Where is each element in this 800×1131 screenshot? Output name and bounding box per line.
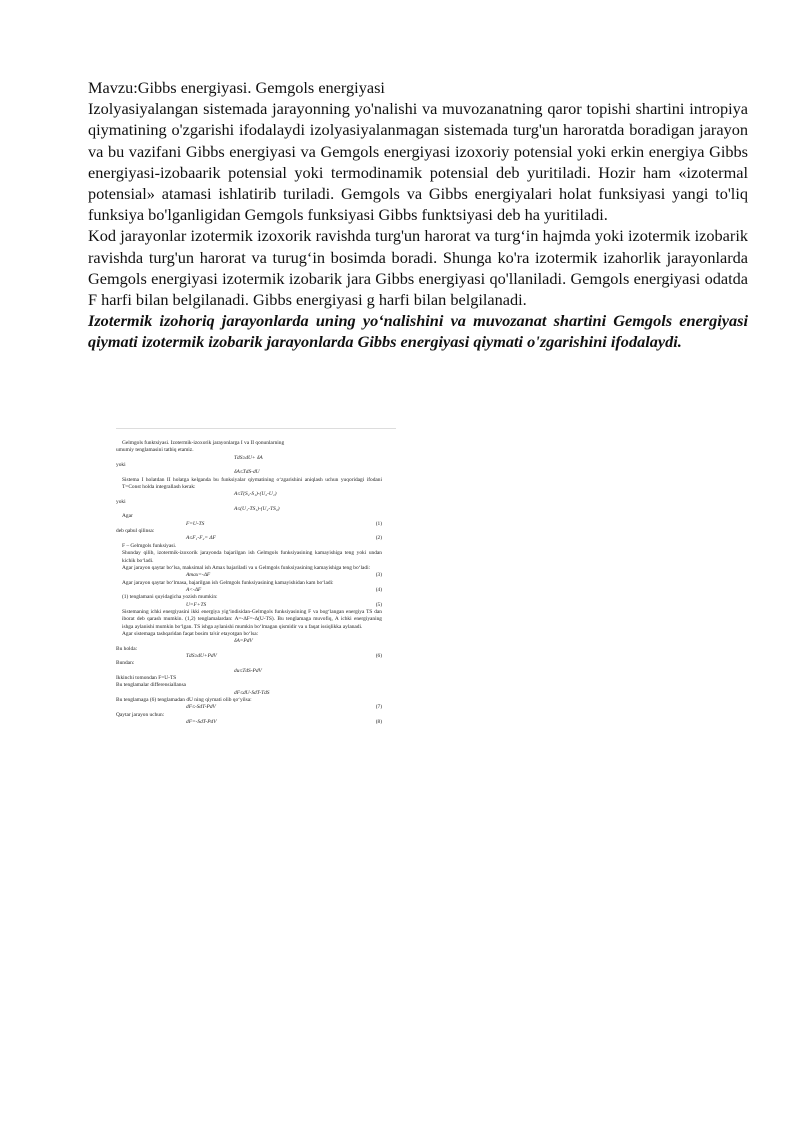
scan-formula: TdS≥dU+PdV [186, 652, 217, 659]
document-body [88, 77, 748, 353]
scan-line: Sistemaning ichki energiyasini ikki energiya yig‘indisidan-Gelmgols funksiyasining F va bog‘langan energiya TS dan iborat deb qarash mumkin. (1,2) tenglamalardan: A=-ΔF=-Δ(U-TS). Bu tenglamaga muvofiq, A ichki energiyaning ishga aylanishi mumkin bo‘lgan. TS ishga aylanishi mumkin bo‘lmagan qismidir va u faqat issiqlikka aylanadi. [122, 608, 382, 630]
scan-line: Agar jarayon qaytar bo‘lmasa, bajarilgan ish Gelmgols funksiyasining kamayishidan kam bo‘ladi: [122, 579, 334, 586]
paragraph-2: Kod jarayonlar izotermik izoxorik ravishda turg'un harorat va turg‘in hajmda yoki izotermik izobarik ravishda turg'un harorat va turug‘in bosimda boradi. Shunga ko'ra izotermik izahorlik jarayonlarda Gemgols energiyasi izotermik izobarik jara Gibbs energiyasi qo'llaniladi. Gemgols energiyasi odatda F harfi bilan belgilanadi. Gibbs energiyasi g harfi bilan belgilanadi. [88, 226, 748, 310]
equation-number: (5) [375, 601, 382, 608]
embedded-scanned-page [116, 440, 382, 726]
scan-line: Gelmgols funktsiyasi. Izotermik-izoxorik jarayonlarga I va II qonunlarning [122, 440, 285, 446]
emphasis-paragraph: Izotermik izohoriq jarayonlarda uning yo‘nalishini va muvozanat shartini Gemgols energiyasi qiymati izotermik izobarik jarayonlarda Gibbs energiyasi qiymati o'zgarishini ifodalaydi. [88, 311, 748, 352]
scan-line: Agar jarayon qaytar bo‘lsa, maksimal ish Amax bajariladi va u Gelmgols funksiyasining kamayishiga teng bo‘ladi: [122, 564, 371, 571]
scan-line: Bu tenglamaga (6) tenglamadan dU ning qiymati olib qo‘yilsa: [116, 697, 252, 704]
scan-formula: A≤F₁-F₂= ΔF [186, 535, 216, 542]
scan-line: Ikkinchi tomondan F=U-TS [116, 675, 177, 681]
scan-formula: Amax=-ΔF [186, 572, 211, 579]
scan-equation [116, 719, 382, 726]
scan-formula: dF≤dU-SdT-TdS [234, 689, 270, 696]
scan-line: deb qabul qilinsa: [116, 528, 155, 535]
scan-line: Qaytar jarayon uchun: [116, 711, 165, 718]
scan-line: Agar sistemaga tashqaridan faqat bosim ta'sir etayotgan bo‘lsa: [122, 630, 259, 637]
equation-number: (6) [375, 652, 382, 659]
scan-equation [116, 653, 382, 660]
paragraph-1: Izolyasiyalangan sistemada jarayonning yo'nalishi va muvozanatning qaror topishi shartini intropiya qiymatining o'zgarishi ifodalaydi izolyasiyalanmagan sistemada turg'un haroratda boradigan jarayon va bu vazifani Gibbs energiyasi va Gemgols energiyasi izoxoriy potensial yoki erkin energiya Gibbs energiyasi-izobaarik potensial yoki termodinamik potensial deb yuritiladi. Hozir ham «izotermal potensial» atamasi ishlatirib turiladi. Gemgols va Gibbs energiyalari holat funksiyasi yangi to'liq funksiya bo'lganligidan Gemgols funksiyasi Gibbs funktsiyasi deb ha yuritiladi. [88, 99, 748, 225]
scan-line: Sistema I holatdan II holatga kelganda bu funksiyalar qiymatining o‘zgarishini aniqlash uchun yuqoridagi ifodani T=Const holda integrallash kerak: [122, 476, 382, 491]
equation-number: (4) [375, 586, 382, 593]
scan-formula: δA=PdV [234, 638, 253, 645]
scan-equation [116, 587, 382, 594]
scan-formula: δA≤TdS-dU [234, 469, 260, 476]
scan-line: (1) tenglamani quyidagicha yozish mumkin: [122, 594, 218, 601]
scan-equation [116, 602, 382, 609]
scan-equation [116, 521, 382, 528]
equation-number: (2) [375, 535, 382, 542]
scan-formula: F=U-TS [186, 520, 205, 527]
scan-top-rule [116, 428, 396, 429]
scan-line: yoki [116, 462, 126, 469]
scan-formula: A≤T(S₂-S₁)-(U₂-U₁) [234, 491, 277, 498]
scan-line: Bu tenglamalar differensiallansa [116, 682, 186, 689]
scan-formula: du≤TdS-PdV [234, 667, 262, 674]
scan-line: Bu holda: [116, 645, 138, 652]
scan-formula: dF≤-SdT-PdV [186, 704, 216, 711]
equation-number: (7) [375, 704, 382, 711]
scan-formula: U=F+TS [186, 601, 207, 608]
equation-number: (8) [375, 719, 382, 726]
scan-line: Shunday qilib, izotermik-izoxorik jarayonda bajarilgan ish Gelmgols funksiyasining kamayishiga teng yoki undan kichik bo‘ladi. [122, 550, 382, 564]
scan-equation [116, 572, 382, 579]
document-title-line: Mavzu:Gibbs energiyasi. Gemgols energiyasi [88, 78, 385, 97]
scan-equation [116, 535, 382, 542]
scan-formula: A<-ΔF [186, 586, 202, 593]
scan-line: Bundan: [116, 660, 135, 667]
scan-formula: dF=-SdT-PdV [186, 719, 217, 726]
scan-line: umumiy tenglamasini tatbiq etamiz. [116, 447, 194, 454]
equation-number: (3) [375, 572, 382, 579]
scan-line: Agar [122, 513, 133, 520]
scan-equation [116, 704, 382, 711]
scan-line: yoki [116, 498, 126, 505]
scan-formula: TdS≥dU+ δA [234, 454, 263, 461]
equation-number: (1) [375, 520, 382, 527]
scan-formula: A≤(U₁-TS₁)-(U₂-TS₂) [234, 506, 280, 513]
scan-line: F – Gelmgols funksiyasi. [122, 542, 177, 549]
